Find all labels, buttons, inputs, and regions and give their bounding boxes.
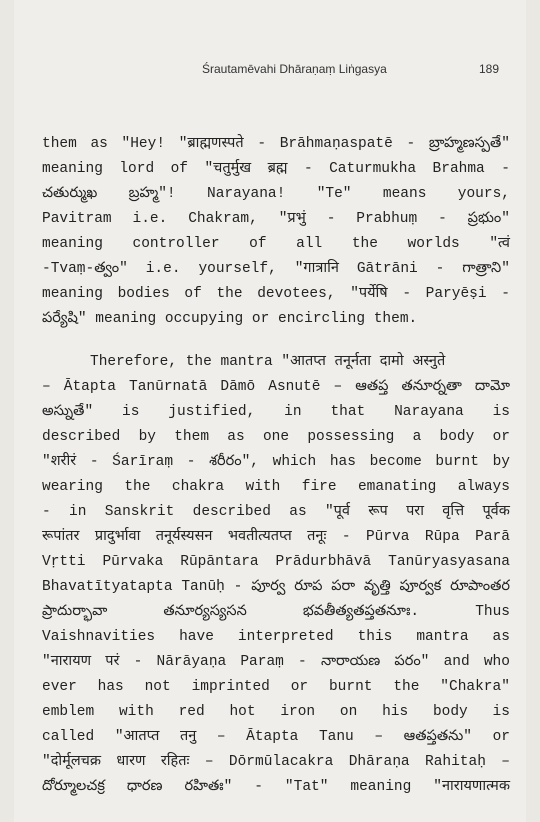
word: – <box>204 754 214 770</box>
word: "चतुर्मुख <box>204 161 252 177</box>
word: this <box>357 629 393 645</box>
text-line <box>42 650 510 675</box>
text-line: పర్యేషి" meaning occupying or encircling them. <box>42 311 418 327</box>
body-text <box>42 132 510 800</box>
word: रूप <box>368 504 388 520</box>
word: - <box>254 779 263 795</box>
word: not <box>144 679 171 695</box>
word: రూపాంతర <box>450 579 510 595</box>
word: iron <box>280 704 316 720</box>
word: the <box>124 479 151 495</box>
word: has <box>329 454 356 470</box>
word: "Tat" <box>284 779 329 795</box>
word: "त्वं <box>489 236 510 252</box>
word: బ్రాహ్మణస్పతే" <box>428 136 510 152</box>
word: प्रादुर्भावा <box>94 529 141 545</box>
word: become <box>369 454 422 470</box>
word: them <box>174 429 210 445</box>
text-line <box>42 257 510 282</box>
word: who <box>483 654 510 670</box>
word: పూర్వ <box>251 579 286 595</box>
word: by <box>492 454 510 470</box>
word: ప్రభుం" <box>467 211 510 227</box>
word: devotees, <box>257 286 336 302</box>
paragraph-2 <box>42 350 510 800</box>
word: తనూర్యస్యసన <box>163 604 247 620</box>
word: భవతీత్యతప్తతనూః. <box>302 604 420 620</box>
word: Gātrāni <box>356 261 418 277</box>
word: meaning <box>42 286 103 302</box>
word: red <box>178 704 205 720</box>
word: తనూర్నతా <box>401 379 462 395</box>
word: तनूः <box>307 529 327 545</box>
word: with <box>118 704 154 720</box>
word: రహితః" <box>184 779 233 795</box>
word: – <box>216 729 226 745</box>
page-number: 189 <box>479 62 500 76</box>
word: ఆతప్త <box>355 379 389 395</box>
text-line <box>42 450 510 475</box>
word: interpreted <box>237 629 334 645</box>
word: in <box>284 404 302 420</box>
word: చతుర్ముఖ <box>42 186 98 202</box>
word: chakra <box>171 479 225 495</box>
word: "Te" <box>316 186 352 202</box>
text-line <box>42 475 510 500</box>
word: పరం" <box>394 654 430 670</box>
word: possessing <box>307 429 395 445</box>
word: Rūpa <box>424 529 460 545</box>
word: body <box>439 429 475 445</box>
text-line <box>42 425 510 450</box>
text-line <box>42 550 510 575</box>
word: Prādurbhāvā <box>275 554 372 570</box>
word: - <box>406 136 416 152</box>
word: – <box>42 379 51 395</box>
word: Brahma <box>432 161 485 177</box>
word: Pūrvaka <box>102 554 164 570</box>
word: - <box>341 529 351 545</box>
word: or <box>492 429 510 445</box>
word: Tanūrnatā <box>129 379 208 395</box>
word: which <box>272 454 317 470</box>
word: "पूर्व <box>324 504 350 520</box>
text-line <box>42 750 510 775</box>
word: Nārāyaṇa <box>156 654 227 670</box>
word: परं <box>105 654 120 670</box>
word: the <box>393 679 420 695</box>
word: on <box>339 704 358 720</box>
word: fire <box>301 479 337 495</box>
word: ఆతప్తతను" <box>403 729 472 745</box>
text-line <box>42 500 510 525</box>
word: - <box>42 504 51 520</box>
word: Pavitram <box>42 211 112 227</box>
word: Tanūryasyasana <box>388 554 510 570</box>
word: as <box>227 429 245 445</box>
paragraph-1 <box>42 132 510 332</box>
word: శరీరం", <box>209 454 260 470</box>
word: justified, <box>168 404 256 420</box>
word: or <box>492 729 510 745</box>
word: - <box>298 654 307 670</box>
word: - <box>326 211 336 227</box>
word: బ్రహ్మ"! <box>128 186 176 202</box>
word: – <box>501 754 510 770</box>
word: hot <box>229 704 256 720</box>
word: Vaishnavities <box>42 629 156 645</box>
word: Narayana <box>394 404 464 420</box>
word: as <box>289 504 307 520</box>
word: దామో <box>474 379 510 395</box>
text-line <box>42 525 510 550</box>
word: Tanu <box>318 729 354 745</box>
word: Dhāraṇa <box>348 754 410 770</box>
word: Dāmō <box>220 379 256 395</box>
text-line <box>42 725 510 750</box>
word: - <box>186 454 196 470</box>
word: - <box>438 211 447 227</box>
word: means <box>382 186 427 202</box>
word: yours, <box>457 186 510 202</box>
text-line <box>42 207 510 232</box>
word: - <box>133 654 143 670</box>
text-line <box>42 700 510 725</box>
text-line <box>42 575 510 600</box>
word: तनु <box>179 729 197 745</box>
word: - <box>435 261 445 277</box>
word: of <box>184 286 202 302</box>
word: तनूर्यस्यसन <box>155 529 213 545</box>
word: as <box>90 136 108 152</box>
word: - <box>89 454 99 470</box>
word: Rahitaḥ <box>425 754 486 770</box>
word: Pūrva <box>365 529 410 545</box>
word: ब्रह्म <box>267 161 288 177</box>
document-page <box>14 0 526 822</box>
word: always <box>457 479 510 495</box>
word: of <box>249 236 267 252</box>
text-line <box>42 282 510 307</box>
word: i.e. <box>132 211 168 227</box>
word: "शरीरं <box>42 454 77 470</box>
text-line: Therefore, the mantra "आतप्त तनूर्नता दामो अस्नुते <box>90 354 446 370</box>
word: the <box>351 236 378 252</box>
word: in <box>69 504 87 520</box>
word: परा <box>406 504 424 520</box>
word: i.e. <box>145 261 181 277</box>
word: - <box>501 161 510 177</box>
word: Dōrmūlacakra <box>228 754 334 770</box>
word: called <box>42 729 95 745</box>
word: is <box>492 404 510 420</box>
word: रहितः <box>160 754 190 770</box>
word: ever <box>42 679 77 695</box>
word: "दोर्मूलचक्र <box>42 754 102 770</box>
word: body <box>432 704 468 720</box>
word: పరా <box>331 579 356 595</box>
word: Parā <box>475 529 510 545</box>
word: धारण <box>116 754 146 770</box>
text-line <box>42 182 510 207</box>
word: or <box>290 679 309 695</box>
word: वृत्ति <box>442 504 465 520</box>
word: them <box>42 136 77 152</box>
word: meaning <box>350 779 412 795</box>
word: भवतीत्यतप्त <box>227 529 292 545</box>
word: "प्रभुं <box>278 211 306 227</box>
word: ప్రాదుర్భావా <box>42 604 108 620</box>
word: emblem <box>42 704 95 720</box>
word: "आतप्त <box>114 729 160 745</box>
word: Asnutē <box>268 379 321 395</box>
word: వృత్తి <box>363 579 391 595</box>
word: "Hey! <box>121 136 166 152</box>
word: the <box>216 286 243 302</box>
word: by <box>138 429 156 445</box>
word: burnt <box>328 679 373 695</box>
word: - <box>501 286 510 302</box>
word: burnt <box>435 454 479 470</box>
word: Paryēṣi <box>425 286 487 302</box>
word: Chakram, <box>188 211 258 227</box>
word: - <box>257 136 267 152</box>
text-line <box>42 132 510 157</box>
word: wearing <box>42 479 103 495</box>
word: "पर्येषि <box>350 286 388 302</box>
word: and <box>443 654 470 670</box>
word: meaning <box>42 161 103 177</box>
word: all <box>296 236 323 252</box>
word: is <box>122 404 140 420</box>
word: his <box>382 704 409 720</box>
word: that <box>330 404 366 420</box>
word: Sanskrit <box>104 504 175 520</box>
word: నారాయణ <box>320 654 381 670</box>
word: रूपांतर <box>42 529 80 545</box>
word: lord <box>119 161 155 177</box>
text-line <box>42 675 510 700</box>
text-line <box>42 625 510 650</box>
text-line <box>42 600 510 625</box>
word: "नारायण <box>42 654 92 670</box>
word: one <box>262 429 290 445</box>
word: पूर्वक <box>482 504 510 520</box>
word: Śarīraṃ <box>112 454 174 470</box>
word: yourself, <box>198 261 277 277</box>
running-title: Śrautamēvahi Dhāraṇaṃ Liṅgasya <box>202 62 387 76</box>
text-line <box>42 375 510 400</box>
word: Tanūḥ <box>181 579 225 595</box>
word: of <box>170 161 189 177</box>
word: - <box>233 579 243 595</box>
word: has <box>97 679 124 695</box>
word: described <box>42 429 121 445</box>
word: Ātapta <box>246 729 299 745</box>
word: "नारायणात्मक <box>433 779 510 795</box>
word: Prabhuṃ <box>356 211 418 227</box>
text-line <box>42 400 510 425</box>
word: Narayana! <box>207 186 286 202</box>
word: – <box>333 379 343 395</box>
word: Bhavatītyatapta <box>42 579 173 595</box>
word: Caturmukha <box>329 161 417 177</box>
text-line <box>42 157 510 182</box>
word: have <box>179 629 214 645</box>
word: – <box>374 729 384 745</box>
word: దోర్మూలచక్ర <box>42 779 105 795</box>
paragraph-gap <box>42 332 510 350</box>
word: bodies <box>117 286 170 302</box>
word: meaning <box>42 236 103 252</box>
word: a <box>412 429 422 445</box>
word: పూర్వక <box>399 579 442 595</box>
word: - <box>402 286 412 302</box>
word: -Tvaṃ-త్వం" <box>42 261 128 277</box>
text-line <box>42 232 510 257</box>
word: "Chakra" <box>440 679 510 695</box>
word: worlds <box>407 236 460 252</box>
word: రూప <box>294 579 323 595</box>
word: Paraṃ <box>240 654 284 670</box>
word: Vṛtti <box>42 554 86 570</box>
word: is <box>492 704 510 720</box>
word: "गात्रानि <box>294 261 339 277</box>
word: గాత్రాని" <box>462 261 510 277</box>
word: with <box>245 479 281 495</box>
word: అస్నుతే" <box>42 404 94 420</box>
word: - <box>303 161 313 177</box>
word: described <box>192 504 271 520</box>
word: controller <box>132 236 220 252</box>
word: Brāhmaṇaspatē <box>279 136 393 152</box>
word: Thus <box>475 604 510 620</box>
text-line <box>42 775 510 800</box>
word: as <box>492 629 510 645</box>
word: mantra <box>416 629 469 645</box>
word: "ब्राह्मणस्पते <box>178 136 244 152</box>
word: Ātapta <box>63 379 116 395</box>
word: imprinted <box>191 679 270 695</box>
word: ధారణ <box>126 779 163 795</box>
word: emanating <box>357 479 437 495</box>
word: Rūpāntara <box>180 554 259 570</box>
